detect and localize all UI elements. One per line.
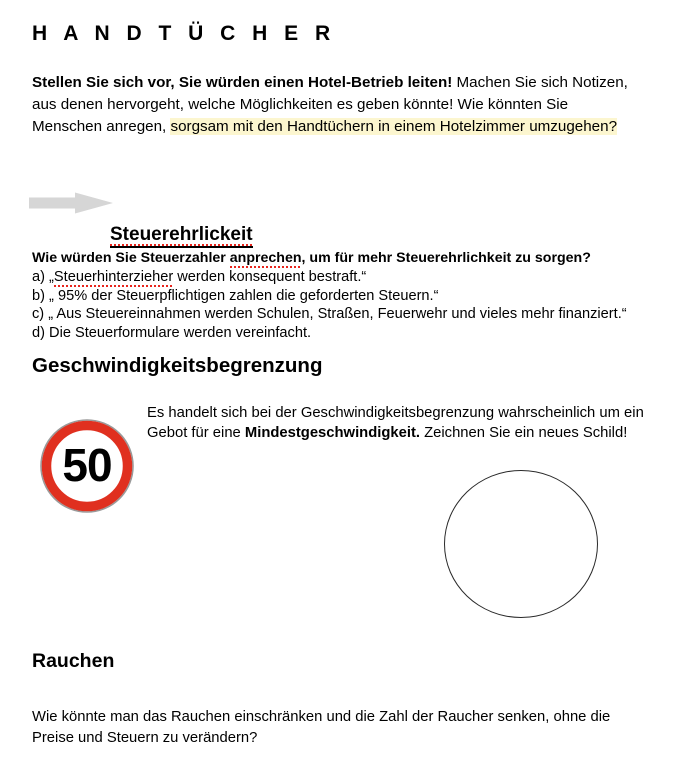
tax-option-d (32, 324, 627, 343)
speed-limit-sign-icon (40, 419, 134, 513)
speed-text-bold: Mindestgeschwindigkeit. (244, 425, 421, 441)
tax-option-b-text: „ 95% der Steuerpflichtigen zahlen die geforderten Steuern.“ (49, 287, 439, 304)
tax-options-list (32, 268, 627, 342)
tax-question-part1: Wie würden Sie Steuerzahler (32, 250, 230, 266)
intro-highlighted-text: sorgsam mit den Handtüchern in einem Hotelzimmer umzugehen? (170, 118, 618, 135)
tax-option-a (32, 268, 627, 287)
tax-option-d-marker: d) (32, 324, 45, 341)
speed-text-part1: Es handelt sich bei der Geschwindigkeitsbegrenzung wahrscheinlich um ein Gebot für eine (147, 405, 644, 441)
tax-option-b-marker: b) (32, 287, 45, 304)
section-heading-tax-honesty-text: Steuerehrlickeit (110, 224, 253, 248)
speed-text-part2: Zeichnen Sie ein neues Schild! (420, 425, 628, 441)
speed-limit-value: 50 (62, 439, 112, 491)
tax-option-c-text: „ Aus Steuereinnahmen werden Schulen, Straßen, Feuerwehr und vieles mehr finanziert.“ (48, 306, 627, 322)
tax-option-d-text: Die Steuerformulare werden vereinfacht. (49, 324, 312, 341)
page-title: H A N D T Ü C H E R (32, 22, 336, 45)
intro-body-text: Machen Sie sich Notizen, aus denen hervorgeht, welche Möglichkeiten es geben könnte! Wie könnten Sie Menschen anregen, (32, 74, 628, 135)
tax-question (32, 249, 591, 267)
intro-bold-lead: Stellen Sie sich vor, Sie würden einen Hotel-Betrieb leiten! (32, 74, 453, 91)
tax-option-b (32, 287, 627, 306)
section-heading-speed-limit: Geschwindigkeitsbegrenzung (32, 354, 323, 377)
tax-option-c-marker: c) (32, 306, 45, 322)
blank-sign-placeholder-circle (444, 470, 598, 618)
section-heading-tax-honesty (110, 224, 253, 246)
tax-option-a-misspelled-word: Steuerhinterzieher (53, 269, 174, 285)
speed-limit-paragraph (147, 403, 667, 443)
tax-option-a-prefix: „ (49, 269, 54, 285)
section-heading-smoking: Rauchen (32, 650, 115, 672)
tax-option-c (32, 305, 627, 324)
smoking-paragraph: Wie könnte man das Rauchen einschränken und die Zahl der Raucher senken, ohne die Preise und Steuern zu verändern? (32, 709, 611, 746)
tax-option-a-suffix: werden konsequent bestraft.“ (173, 269, 367, 285)
tax-option-a-marker: a) (32, 269, 45, 285)
tax-question-misspelled-word: anprechen (229, 250, 302, 266)
intro-paragraph (32, 72, 632, 138)
tax-question-part2: , um für mehr Steuerehrlichkeit zu sorgen? (301, 250, 591, 266)
gray-right-arrow-icon (29, 192, 113, 214)
